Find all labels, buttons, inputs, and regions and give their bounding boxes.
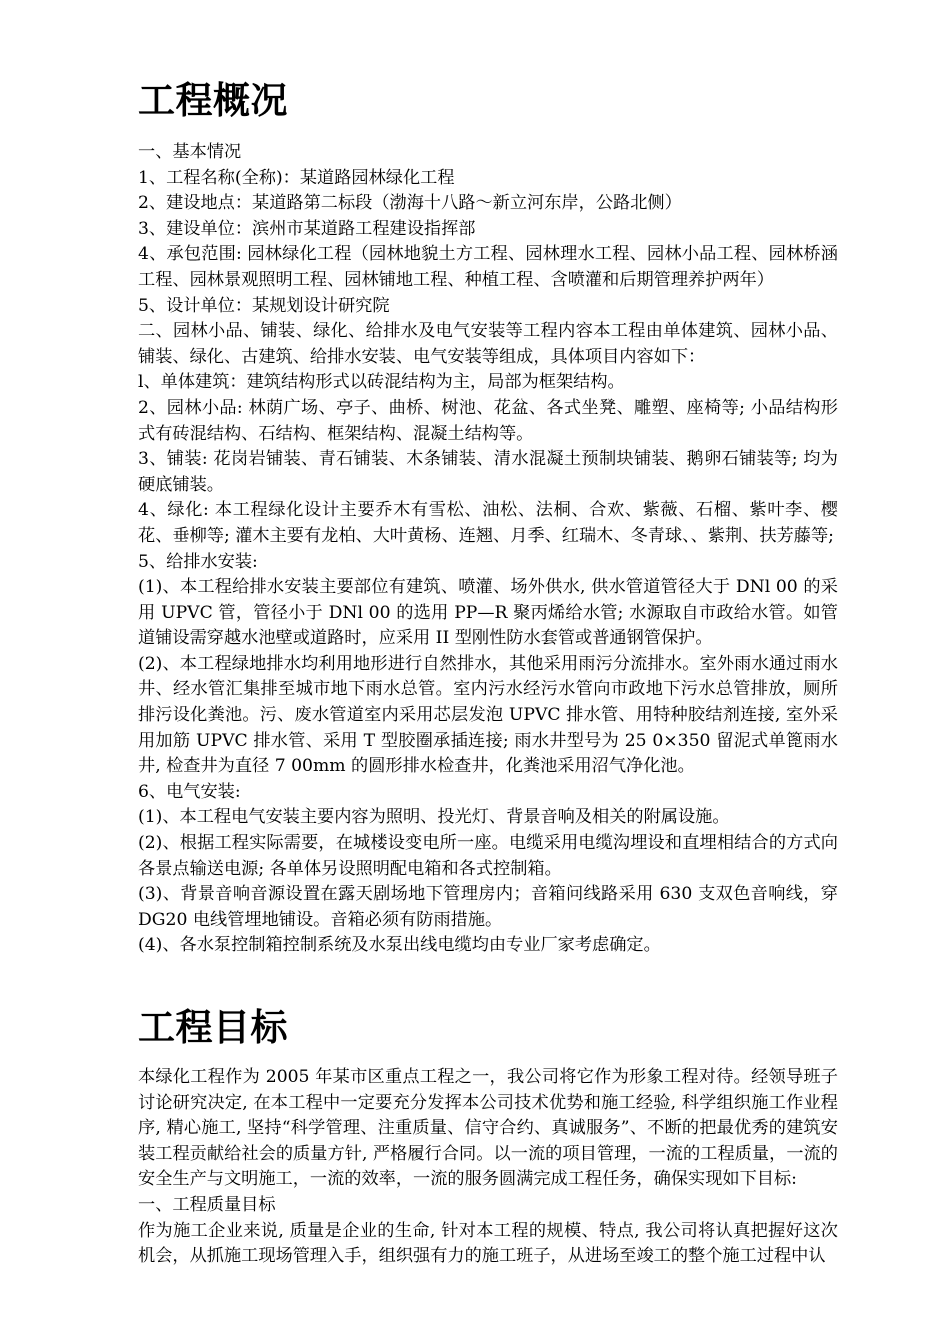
section-project-overview-heading-block xyxy=(138,78,838,124)
paragraph-paving: 3、铺装: 花岗岩铺装、青石铺装、木条铺装、清水混凝土预制块铺装、鹅卵石铺装等; 均为硬底铺装。 xyxy=(138,449,838,495)
document-content xyxy=(138,78,838,1270)
paragraph-contract-scope: 4、承包范围: 园林绿化工程（园林地貌土方工程、园林理水工程、园林小品工程、园林桥涵工程、园林景观照明工程、园林铺地工程、种植工程、含喷灌和后期管理养护两年） xyxy=(138,244,838,290)
paragraph-design-unit: 5、设计单位：某规划设计研究院 xyxy=(138,295,390,316)
paragraph-greening: 4、绿化: 本工程绿化设计主要乔木有雪松、油松、法桐、合欢、紫薇、石榴、紫叶李、樱花、垂柳等; 灌木主要有龙柏、大叶黄杨、连翘、月季、红瑞木、冬青球、、紫荆、扶芳藤等; xyxy=(138,500,838,546)
paragraph-garden-features: 2、园林小品: 林荫广场、亭子、曲桥、树池、花盆、各式坐凳、雕塑、座椅等; 小品结构形式有砖混结构、石结构、框架结构、混凝土结构等。 xyxy=(138,397,838,444)
paragraph-single-building: l、单体建筑：建筑结构形式以砖混结构为主，局部为框架结构。 xyxy=(138,372,625,393)
paragraph-goals-intro: 本绿化工程作为 2005 年某市区重点工程之一，我公司将它作为形象工程对待。经领导班子讨论研究决定, 在本工程中一定要充分发挥本公司技术优势和施工经验, 科学组织施工作业程序, 精心施工, 坚持“科学管理、注重质量、信守合约、真诚服务”、不断的把最优秀的建筑安装工程贡献给社会的质量方针, 严格履行合同。以一流的项目管理，一流的工程质量，一流的安全生产与文明施工，一流的效率，一流的服务圆满完成工程任务，确保实现如下目标: xyxy=(138,1067,838,1190)
paragraph-electrical-item-2: (2)、根据工程实际需要，在城楼设变电所一座。电缆采用电缆沟埋设和直埋相结合的方式向各景点输送电源; 各单体另设照明配电箱和各式控制箱。 xyxy=(138,833,838,879)
paragraph-scope-of-works: 二、园林小品、铺装、绿化、给排水及电气安装等工程内容本工程由单体建筑、园林小品、铺装、绿化、古建筑、给排水安装、电气安装等组成，具体项目内容如下： xyxy=(138,321,838,367)
paragraph-quality-goal-label: 一、工程质量目标 xyxy=(138,1194,276,1215)
page-title-project-overview: 工程概况 xyxy=(138,79,288,122)
paragraph-quality-goal-body: 作为施工企业来说, 质量是企业的生命, 针对本工程的规模、特点, 我公司将认真把握好这次机会，从抓施工现场管理入手，组织强有力的施工班子，从进场至竣工的整个施工过程中认 xyxy=(138,1220,838,1267)
paragraph-plumbing-item-2: (2)、本工程绿地排水均利用地形进行自然排水，其他采用雨污分流排水。室外雨水通过雨水井、经水管汇集排至城市地下雨水总管。室内污水经污水管向市政地下污水总管排放，厕所排污设化粪池。污、废水管道室内采用芯层发泡 UPVC 排水管、用特种胶结剂连接, 室外采用加筋 UPVC 排水管、采用 T 型胶圈承插连接; 雨水井型号为 25 0×350 留泥式单篦雨水井, 检查井为直径 7 00mm 的圆形排水检查井，化粪池采用沼气净化池。 xyxy=(138,653,838,777)
paragraph-project-name: 1、工程名称(全称)：某道路园林绿化工程 xyxy=(138,167,455,188)
paragraph-construction-unit: 3、建设单位：滨州市某道路工程建设指挥部 xyxy=(138,218,476,239)
paragraph-basic-info-label: 一、基本情况 xyxy=(138,142,242,162)
paragraph-electrical-item-3: (3)、背景音响音源设置在露天剧场地下管理房内；音箱问线路采用 630 支双色音响线，穿 DG20 电线管埋地铺设。音箱必须有防雨措施。 xyxy=(138,884,838,930)
paragraph-construction-site: 2、建设地点：某道路第二标段（渤海十八路～新立河东岸，公路北侧） xyxy=(138,193,682,214)
paragraph-electrical-label: 6、电气安装: xyxy=(138,781,241,802)
section-project-goals-heading-block xyxy=(138,1005,838,1051)
page-title-project-goals: 工程目标 xyxy=(138,1006,288,1049)
paragraph-electrical-item-1: (1)、本工程电气安装主要内容为照明、投光灯、背景音响及相关的附属设施。 xyxy=(138,807,730,828)
paragraph-electrical-item-4: (4)、各水泵控制箱控制系统及水泵出线电缆均由专业厂家考虑确定。 xyxy=(138,935,661,956)
paragraph-plumbing-label: 5、给排水安装: xyxy=(138,551,258,572)
paragraph-plumbing-item-1: (1)、本工程给排水安装主要部位有建筑、喷灌、场外供水, 供水管道管径大于 DNl 00 的采用 UPVC 管，管径小于 DNl 00 的选用 PP—R 聚丙烯给水管; 水源取自市政给水管。如管道铺设需穿越水池壁或道路时，应采用 II 型刚性防水套管或普通钢管保护。 xyxy=(138,577,838,649)
